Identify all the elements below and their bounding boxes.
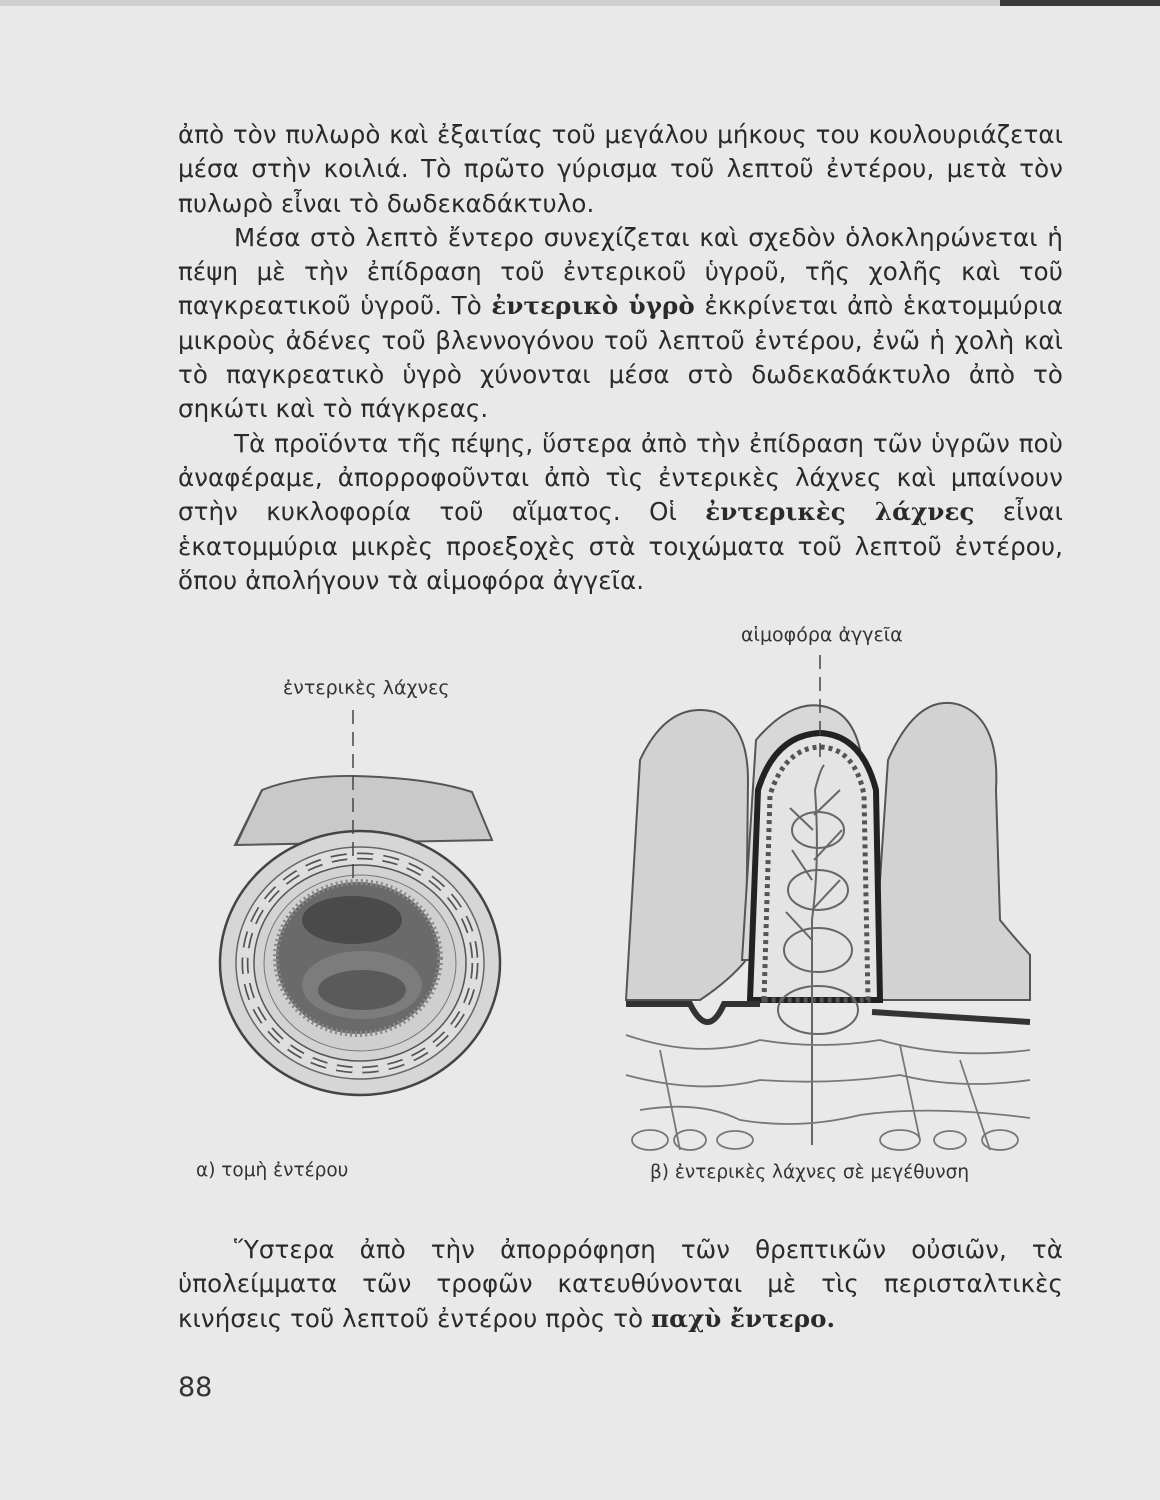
caption-b: β) ἐντερικὲς λάχνες σὲ μεγέθυνση <box>650 1162 970 1183</box>
term-intestinal-juice: ἐντερικὸ ὑγρὸ <box>491 291 695 321</box>
term-large-intestine: παχὺ ἔντερο. <box>651 1303 836 1333</box>
paragraph-3-text-b: εἶναι ἑκατομμύρια μικρὲς προεξοχὲς στὰ τοιχώματα τοῦ λεπτοῦ ἐντέρου, ὅπου ἀπολήγουν τὰ αἱμοφόρα ἀγγεῖα. <box>178 497 1063 595</box>
intestine-cross-section <box>220 776 500 1095</box>
paragraph-2-text-a: Μέσα στὸ λεπτὸ ἔντερο συνεχίζεται καὶ σχεδὸν ὁλοκληρώνεται ἡ πέψη μὲ τὴν ἐπίδραση τοῦ ἐντερικοῦ ὑγροῦ, τῆς χολῆς καὶ τοῦ παγκρεατικοῦ ὑγροῦ. Τὸ <box>178 222 1063 321</box>
page-number: 88 <box>178 1372 213 1403</box>
paragraph-1: ἀπὸ τὸν πυλωρὸ καὶ ἐξαιτίας τοῦ μεγάλου μήκους του κουλουριάζεται μέσα στὴν κοιλιά. Τὸ πρῶτο γύρισμα τοῦ λεπτοῦ ἐντέρου, μετὰ τὸν πυλωρὸ εἶναι τὸ δωδεκαδάκτυλο. <box>178 120 1063 218</box>
caption-a: α) τομὴ ἐντέρου <box>196 1160 349 1181</box>
paragraph-3-text-a: Τὰ προϊόντα τῆς πέψης, ὕστερα ἀπὸ τὴν ἐπίδραση τῶν ὑγρῶν ποὺ ἀναφέραμε, ἀπορροφοῦνται ἀπὸ τὶς ἐντερικὲς λάχνες καὶ μπαίνουν στὴν κυκλοφορία τοῦ αἵματος. Οἱ <box>178 428 1063 527</box>
label-intestinal-villi: ἐντερικὲς λάχνες <box>283 677 450 699</box>
term-intestinal-villi: ἐντερικὲς λάχνες <box>705 497 975 527</box>
villi-enlargement <box>626 703 1030 1150</box>
body-text-bottom <box>178 1233 1063 1336</box>
paragraph-4 <box>178 1233 1063 1336</box>
paragraph-2-text-b: ἐκκρίνεται ἀπὸ ἑκατομμύρια μικροὺς ἀδένες τοῦ βλεννογόνου τοῦ λεπτοῦ ἐντέρου, ἐνῶ ἡ χολὴ καὶ τὸ παγκρεατικὸ ὑγρὸ χύνονται μέσα στὸ δωδεκαδάκτυλο ἀπὸ τὸ σηκώτι καὶ τὸ πάγκρεας. <box>178 291 1063 424</box>
label-blood-vessels: αἱμοφόρα ἀγγεῖα <box>741 624 903 646</box>
paragraph-4-text: Ὕστερα ἀπὸ τὴν ἀπορρόφηση τῶν θρεπτικῶν οὐσιῶν, τὰ ὑπολείμματα τῶν τροφῶν κατευθύνονται μὲ τὶς περισταλτικὲς κινήσεις τοῦ λεπτοῦ ἐντέρου πρὸς τὸ <box>178 1235 1063 1333</box>
